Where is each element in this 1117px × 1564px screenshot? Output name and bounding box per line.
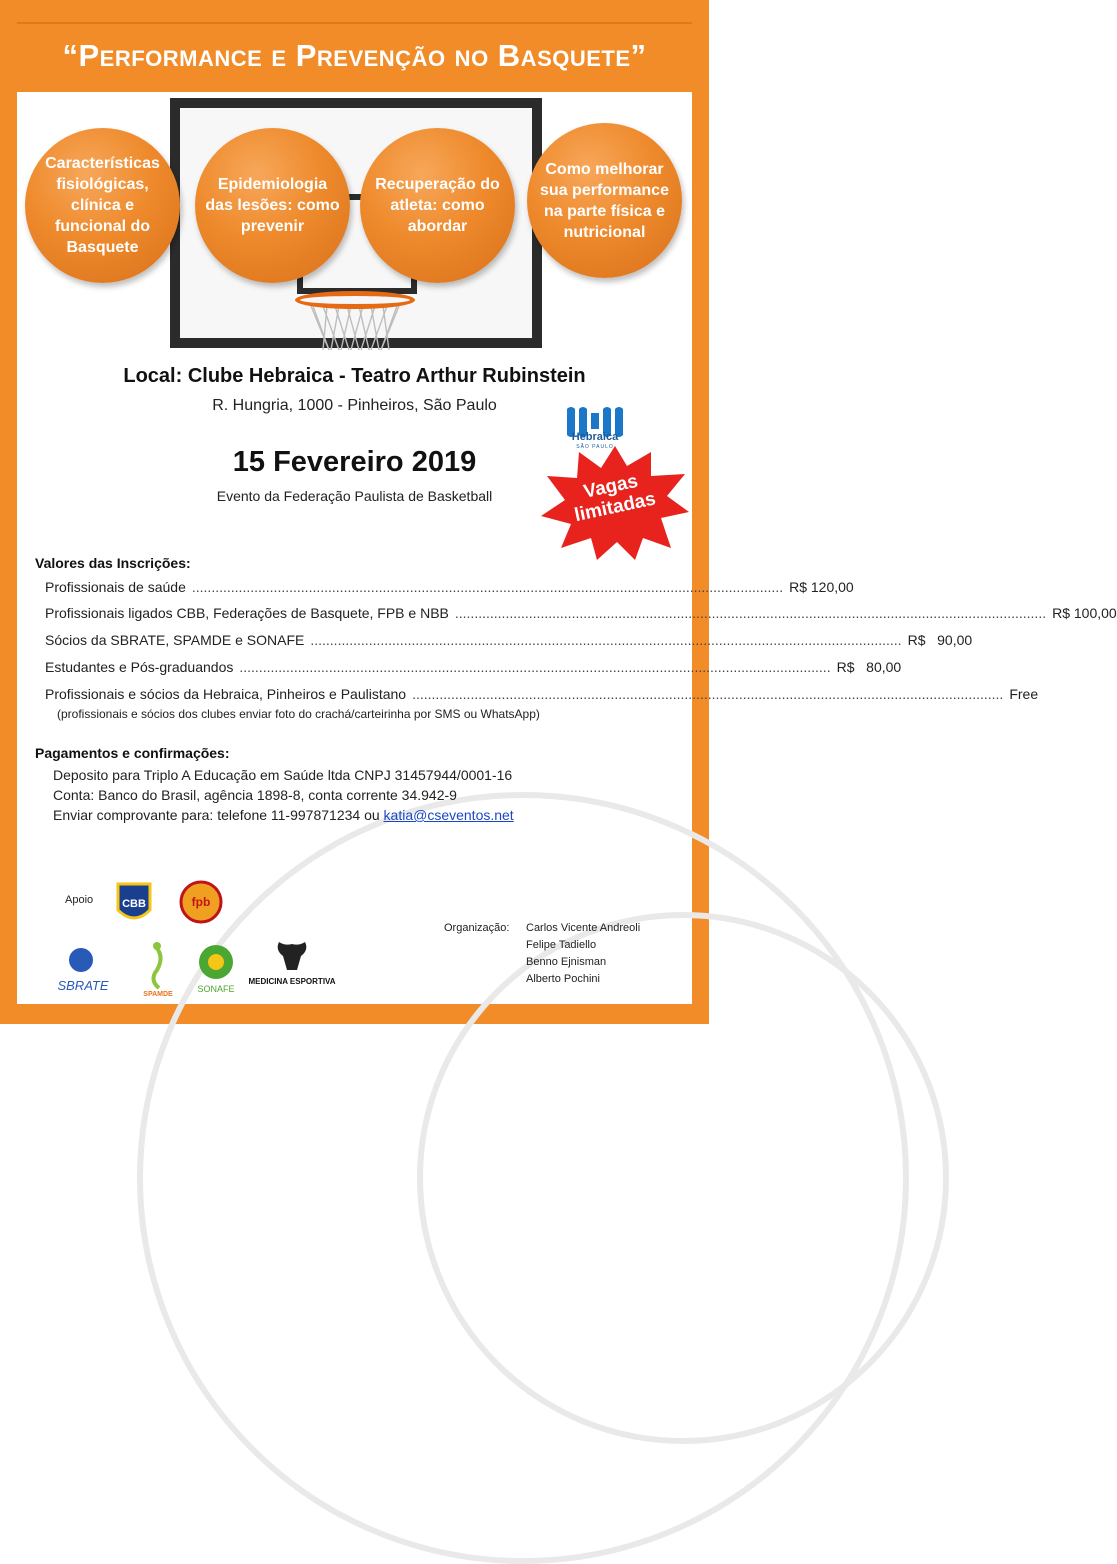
- price-row: [45, 605, 1117, 625]
- hebraica-logo-text: Hebraica: [571, 431, 619, 443]
- contact-email-link[interactable]: katia@cseventos.net: [383, 807, 514, 823]
- price-row: [45, 686, 1039, 706]
- medicina-esportiva-logo-icon: [248, 940, 336, 996]
- hoop-net-icon: [309, 304, 401, 352]
- price-label: Profissionais e sócios da Hebraica, Pinheiros e Paulistano: [45, 686, 407, 702]
- price-row: [45, 632, 973, 652]
- topic-ball-4: Como melhorar sua performance na parte física e nutricional: [527, 123, 682, 278]
- price-value: R$ 90,00: [907, 632, 973, 648]
- logo-text: CBB: [122, 898, 146, 910]
- event-date: 15 Fevereiro 2019: [232, 446, 477, 478]
- limited-spots-badge: Vagas limitadas: [572, 470, 658, 527]
- registration-note: (profissionais e sócios dos clubes enviar foto do crachá/carteirinha por SMS ou WhatsApp): [57, 707, 540, 721]
- price-value: R$ 100,00: [1052, 605, 1117, 621]
- price-value: R$ 80,00: [836, 659, 902, 675]
- fpb-logo-icon: [172, 880, 230, 924]
- leader-dots: ........................................................................................................................................................: [310, 632, 902, 648]
- hebraica-logo-subtext: SÃO PAULO: [576, 444, 614, 450]
- price-label: Profissionais de saúde: [45, 579, 186, 595]
- leader-dots: ........................................................................................................................................................: [454, 605, 1047, 621]
- logo-text: SONAFE: [197, 984, 235, 994]
- organizer-name: Benno Ejnisman: [526, 956, 607, 968]
- price-label: Sócios da SBRATE, SPAMDE e SONAFE: [45, 632, 305, 648]
- price-value: Free: [1009, 686, 1039, 702]
- organizer-name: Felipe Tadiello: [526, 939, 597, 951]
- court-arc: [417, 912, 949, 1444]
- topic-ball-3: Recuperação do atleta: como abordar: [360, 128, 515, 283]
- topic-ball-1: Características fisiológicas, clínica e funcional do Basquete: [25, 128, 180, 283]
- support-label: Apoio: [65, 894, 94, 906]
- payment-send-line: [53, 807, 514, 823]
- organization-label: Organização:: [444, 922, 510, 934]
- logo-text: fpb: [191, 895, 211, 909]
- event-organizer-line: Evento da Federação Paulista de Basketball: [216, 488, 493, 504]
- leader-dots: ........................................................................................................................................................: [191, 579, 784, 595]
- poster-title: “Performance e Prevenção no Basquete”: [62, 38, 647, 73]
- payment-heading: Pagamentos e confirmações:: [35, 745, 230, 761]
- registration-heading: Valores das Inscrições:: [35, 555, 191, 571]
- venue-address: R. Hungria, 1000 - Pinheiros, São Paulo: [212, 397, 497, 414]
- organizer-name: Alberto Pochini: [526, 973, 600, 985]
- leader-dots: ........................................................................................................................................................: [239, 659, 831, 675]
- price-row: [45, 659, 902, 679]
- topic-ball-2: Epidemiologia das lesões: como prevenir: [195, 128, 350, 283]
- title-banner: [17, 22, 692, 92]
- price-label: Profissionais ligados CBB, Federações de Basquete, FPB e NBB: [45, 605, 449, 621]
- price-value: R$ 120,00: [789, 579, 854, 595]
- price-row: [45, 579, 854, 599]
- organizer-name: Carlos Vicente Andreoli: [526, 922, 641, 934]
- spamde-logo-icon: [135, 940, 181, 998]
- logo-text: SBRATE: [57, 978, 109, 993]
- payment-deposit-line: Deposito para Triplo A Educação em Saúde ltda CNPJ 31457944/0001-16: [53, 767, 513, 783]
- price-label: Estudantes e Pós-graduandos: [45, 659, 234, 675]
- payment-account-line: Conta: Banco do Brasil, agência 1898-8, conta corrente 34.942-9: [53, 787, 457, 803]
- poster-body: [17, 92, 1117, 1004]
- sbrate-logo-icon: [53, 944, 119, 994]
- venue-title: Local: Clube Hebraica - Teatro Arthur Rubinstein: [123, 365, 586, 387]
- sonafe-logo-icon: [191, 942, 241, 998]
- leader-dots: ........................................................................................................................................................: [412, 686, 1004, 702]
- cbb-logo-icon: [114, 880, 154, 926]
- hoop-rim: [295, 291, 415, 309]
- logo-text: MEDICINA ESPORTIVA: [248, 977, 336, 986]
- logo-text: SPAMDE: [143, 991, 173, 998]
- payment-send-prefix: Enviar comprovante para: telefone 11-997871234 ou: [53, 807, 384, 823]
